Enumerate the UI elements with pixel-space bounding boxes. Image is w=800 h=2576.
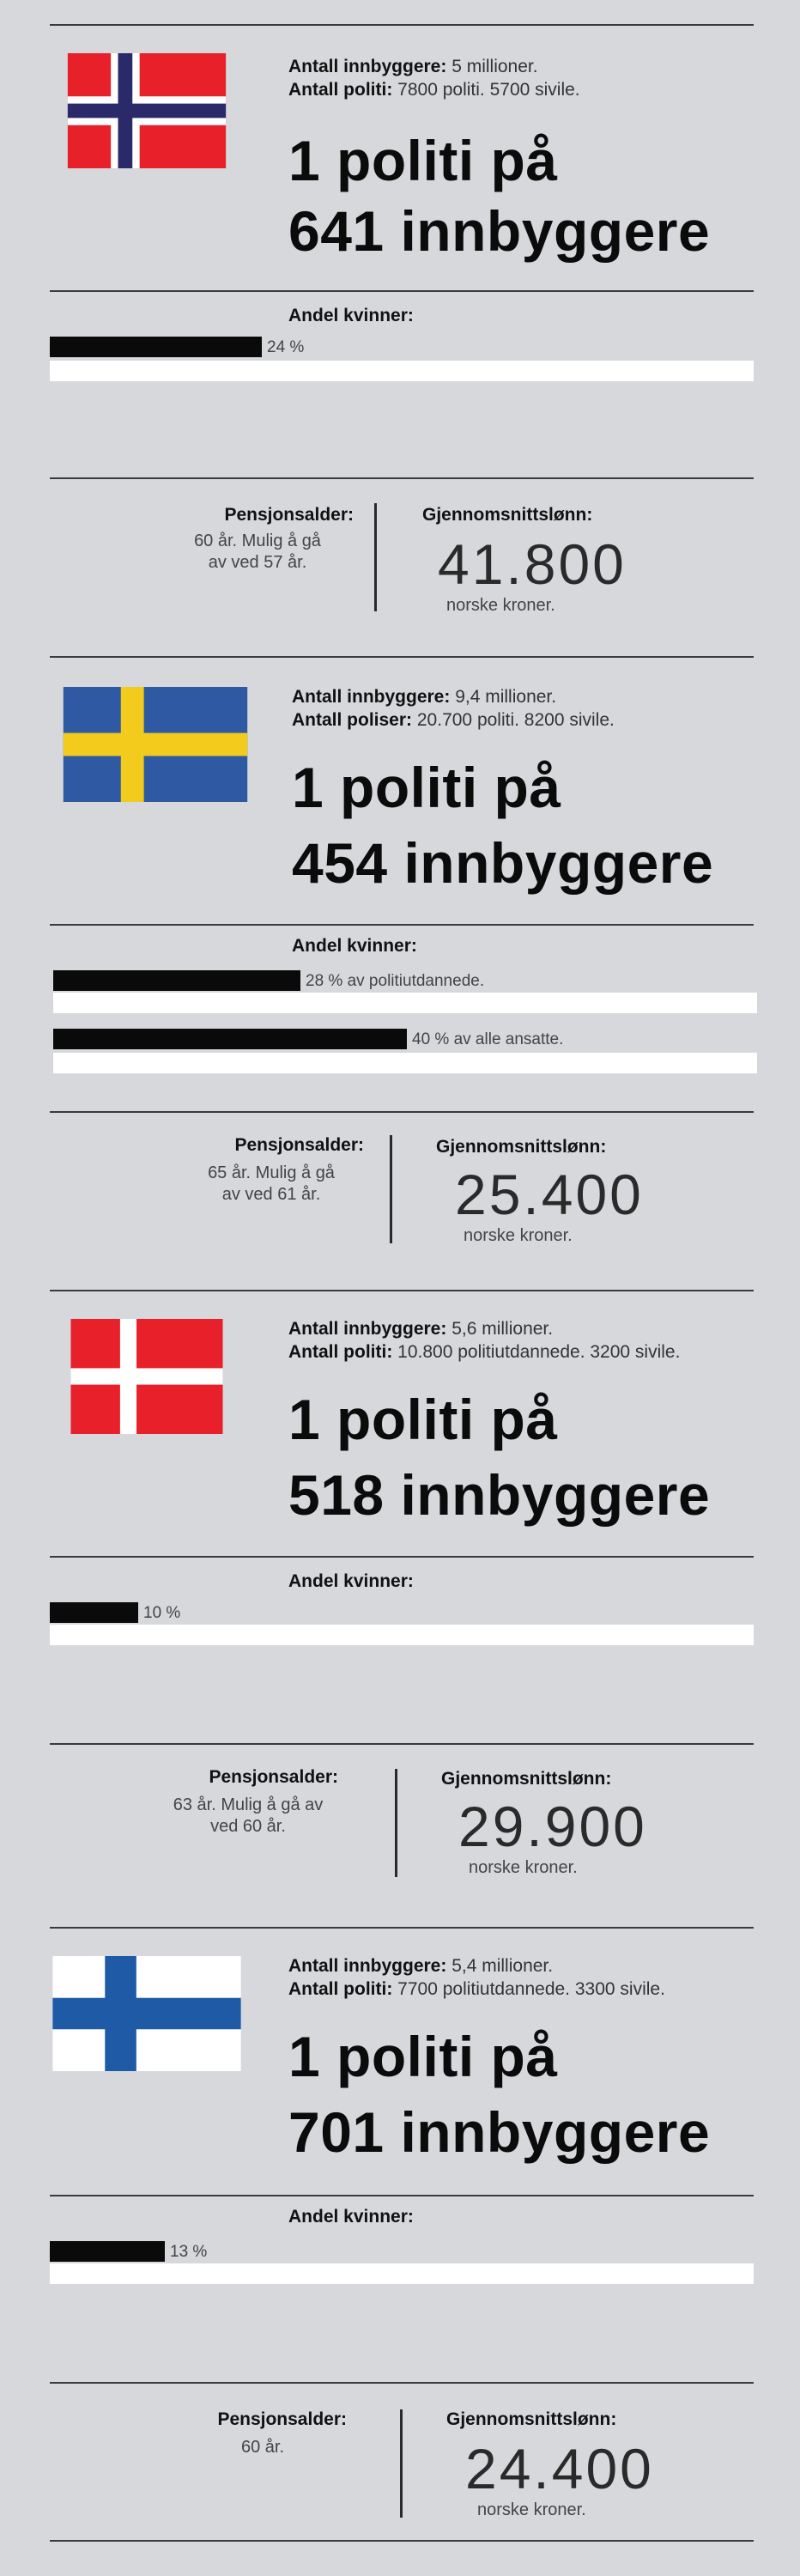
pension-label: Pensjonsalder: xyxy=(224,505,354,525)
finland-flag-icon xyxy=(48,1956,245,2071)
population-info xyxy=(288,1954,665,2001)
ratio-line-2: 641 innbyggere xyxy=(288,199,711,263)
population-info xyxy=(288,1317,680,1364)
women-share-value: 24 % xyxy=(267,338,305,356)
bar-track xyxy=(50,2263,754,2284)
salary-value: 24.400 xyxy=(465,2437,654,2500)
population-label: Antall innbyggere: xyxy=(288,1956,447,1976)
ratio-line-1: 1 politi på xyxy=(288,1388,558,1451)
pension-text xyxy=(151,2437,374,2458)
women-share-value: 13 % xyxy=(170,2243,208,2261)
population-info xyxy=(288,55,580,101)
bar-track xyxy=(50,1625,754,1645)
salary-label: Gjennomsnittslønn: xyxy=(436,1137,607,1157)
column-divider xyxy=(374,503,377,611)
ratio-line-1: 1 politi på xyxy=(288,129,558,192)
column-divider xyxy=(395,1769,397,1877)
salary-label: Gjennomsnittslønn: xyxy=(441,1769,612,1789)
norway-flag-icon xyxy=(48,53,245,168)
pension-label: Pensjonsalder: xyxy=(209,1767,338,1787)
pension-text xyxy=(134,1795,362,1838)
section-rule xyxy=(50,1556,754,1558)
section-rule xyxy=(50,2382,754,2384)
women-share-label: Andel kvinner: xyxy=(292,936,417,956)
population-value: 9,4 millioner. xyxy=(455,687,557,707)
all-staff-share-value: 40 % av alle ansatte. xyxy=(412,1030,564,1048)
police-value: 10.800 politiutdannede. 3200 sivile. xyxy=(397,1342,681,1362)
population-value: 5,4 millioner. xyxy=(452,1956,554,1976)
women-share-value: 10 % xyxy=(143,1604,181,1622)
salary-value: 41.800 xyxy=(438,532,627,596)
column-divider xyxy=(400,2409,403,2518)
salary-unit: norske kroner. xyxy=(446,596,555,615)
population-value: 5,6 millioner. xyxy=(452,1319,554,1339)
police-label: Antall politi: xyxy=(288,80,393,100)
women-share-label: Andel kvinner: xyxy=(288,1571,414,1591)
pension-text xyxy=(146,531,369,574)
population-label: Antall innbyggere: xyxy=(288,57,447,76)
pension-label: Pensjonsalder: xyxy=(217,2409,347,2429)
section-rule xyxy=(50,1927,754,1929)
salary-label: Gjennomsnittslønn: xyxy=(422,505,593,525)
police-label: Antall politi: xyxy=(288,1979,393,1999)
denmark-flag-icon xyxy=(48,1319,245,1434)
sweden-flag-icon xyxy=(57,687,254,802)
ratio-line-2: 701 innbyggere xyxy=(288,2100,711,2164)
salary-unit: norske kroner. xyxy=(477,2500,586,2519)
salary-label: Gjennomsnittslønn: xyxy=(446,2409,617,2429)
women-share-label: Andel kvinner: xyxy=(288,306,414,325)
section-rule xyxy=(50,2195,754,2196)
pension-line: 60 år. xyxy=(240,2438,285,2457)
bar-track xyxy=(53,1053,757,1073)
population-label: Antall innbyggere: xyxy=(292,687,451,707)
ratio-line-2: 518 innbyggere xyxy=(288,1463,711,1527)
ratio-line-1: 1 politi på xyxy=(292,756,561,819)
section-rule xyxy=(50,290,754,292)
pension-line: av ved 57 år. xyxy=(208,553,307,572)
pension-line: ved 60 år. xyxy=(210,1817,286,1836)
pension-line: 60 år. Mulig å gå xyxy=(194,532,321,550)
women-share-value: 28 % av politiutdannede. xyxy=(306,972,485,990)
column-divider xyxy=(390,1135,392,1243)
population-label: Antall innbyggere: xyxy=(288,1319,447,1339)
pension-label: Pensjonsalder: xyxy=(234,1135,364,1155)
section-rule xyxy=(50,1111,754,1113)
police-label: Antall politi: xyxy=(288,1342,393,1362)
pension-line: 63 år. Mulig å gå av xyxy=(173,1795,324,1814)
section-rule xyxy=(50,924,754,926)
section-rule xyxy=(50,1290,754,1291)
pension-line: 65 år. Mulig å gå xyxy=(208,1163,335,1182)
ratio-line-1: 1 politi på xyxy=(288,2025,558,2088)
bottom-rule xyxy=(50,2540,754,2542)
women-share-bar xyxy=(53,970,300,991)
all-staff-share-bar xyxy=(53,1029,407,1049)
section-rule xyxy=(50,477,754,479)
salary-unit: norske kroner. xyxy=(464,1226,573,1245)
police-value: 20.700 politi. 8200 sivile. xyxy=(416,710,615,730)
women-share-bar xyxy=(50,2241,165,2262)
police-value: 7700 politiutdannede. 3300 sivile. xyxy=(397,1979,665,1999)
bar-track xyxy=(50,361,754,381)
salary-unit: norske kroner. xyxy=(469,1858,578,1877)
police-label: Antall poliser: xyxy=(292,710,413,730)
salary-value: 29.900 xyxy=(458,1795,647,1858)
police-value: 7800 politi. 5700 sivile. xyxy=(397,80,580,100)
ratio-line-2: 454 innbyggere xyxy=(292,831,714,895)
population-info xyxy=(292,685,615,732)
pension-text xyxy=(160,1163,383,1206)
salary-value: 25.400 xyxy=(455,1163,644,1226)
population-value: 5 millioner. xyxy=(452,57,538,76)
section-rule xyxy=(50,656,754,658)
top-rule xyxy=(50,24,754,26)
bar-track xyxy=(53,993,757,1013)
pension-line: av ved 61 år. xyxy=(221,1185,321,1204)
women-share-bar xyxy=(50,1602,138,1623)
women-share-label: Andel kvinner: xyxy=(288,2207,414,2227)
section-rule xyxy=(50,1743,754,1745)
women-share-bar xyxy=(50,337,262,357)
